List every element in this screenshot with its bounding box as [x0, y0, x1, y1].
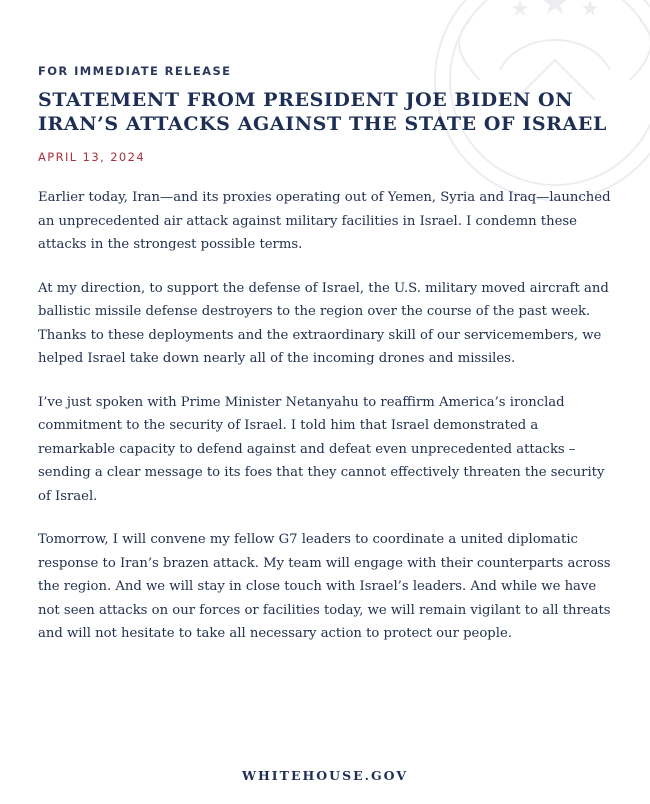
release-label: FOR IMMEDIATE RELEASE: [38, 64, 232, 78]
release-date: APRIL 13, 2024: [38, 150, 146, 164]
page-title: STATEMENT FROM PRESIDENT JOE BIDEN ON IRAN’S ATTACKS AGAINST THE STATE OF ISRAEL: [38, 89, 607, 135]
press-release: [38, 64, 618, 666]
paragraph-2: At my direction, to support the defense of Israel, the U.S. military moved aircraft and ballistic missile defense destroyers to the region over the course of the past week. Thanks to these deployments and the extraordinary skill of our servicemembers, we helped Israel take down nearly all of the incoming drones and missiles.: [38, 280, 609, 366]
paragraph-4: Tomorrow, I will convene my fellow G7 leaders to coordinate a united diplomatic response to Iran’s brazen attack. My team will engage with their counterparts across the region. And we will stay in close touch with Israel’s leaders. And while we have not seen attacks on our forces or facilities today, we will remain vigilant to all threats and will not hesitate to take all necessary action to protect our people.: [38, 532, 611, 641]
paragraph-3: I’ve just spoken with Prime Minister Netanyahu to reaffirm America’s ironclad commitment to the security of Israel. I told him that Israel demonstrated a remarkable capacity to defend against and defeat even unprecedented attacks – sending a clear message to its foes that they cannot effectively threaten the security of Israel.: [38, 394, 605, 504]
footer-site-link[interactable]: WHITEHOUSE.GOV: [241, 768, 409, 783]
paragraph-1: Earlier today, Iran—and its proxies operating out of Yemen, Syria and Iraq—launched an unprecedented air attack against military facilities in Israel. I condemn these attacks in the strongest possible terms.: [38, 190, 611, 252]
